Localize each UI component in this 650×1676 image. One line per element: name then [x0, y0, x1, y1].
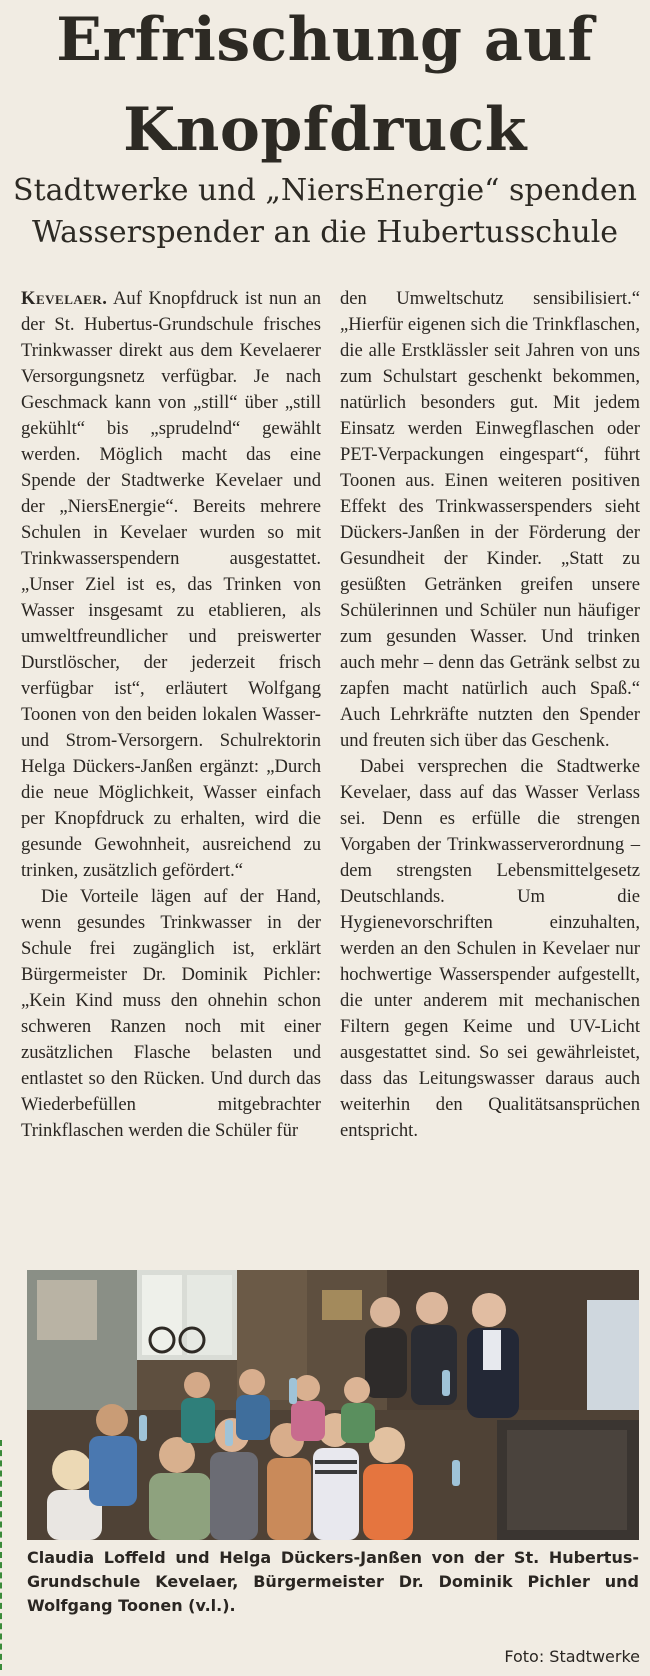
photo-credit: Foto: Stadtwerke [504, 1647, 640, 1666]
paragraph-environment: den Umweltschutz sensibilisiert.“ „Hierfür eigenen sich die Trinkflaschen, die alle Erstklässler seit Jahren von uns zum Schulstart geschenkt bekommen, natürlich besonders gut. Mit jedem Einsatz werden Einwegflaschen oder PET-Verpackungen eingespart“, führt Toonen aus. Einen weiteren positiven Effekt des Trinkwasserspenders sieht Dückers-Janßen in der Förderung der Gesundheit der Kinder. „Statt zu gesüßten Getränken greifen unsere Schülerinnen und Schüler nun häufiger zum gesunden Wasser. Und trinken auch mehr – denn das Getränk selbst zu zapfen macht natürlich auch Spaß.“ Auch Lehrkräfte nutzten den Spender und freuten sich über das Geschenk. [340, 288, 640, 751]
photo-caption: Claudia Loffeld und Helga Dückers-Janßen von der St. Hubertus-Grundschule Kevelaer, Bürgermeister Dr. Dominik Pichler und Wolfgang Toonen (v.l.). [27, 1548, 639, 1615]
paragraph-intro [21, 286, 321, 884]
subheadline-line-2: Wasserspender an die Hubertusschule [31, 215, 619, 250]
headline [0, 0, 650, 170]
subheadline-line-1: Stadtwerke und „NiersEnergie“ spenden [13, 173, 637, 208]
paragraph-intro-text: Auf Knopfdruck ist nun an der St. Hubertus-Grundschule frisches Trinkwasser direkt aus dem Kevelaerer Versorgungsnetz verfügbar. Je nach Geschmack kann von „still“ über „still gekühlt“ bis „sprudelnd“ gewählt werden. Möglich macht das eine Spende der Stadtwerke Kevelaer und der „NiersEnergie“. Bereits mehrere Schulen in Kevelaer wurden so mit Trinkwasserspendern ausgestattet. „Unser Ziel ist es, das Trinken von Wasser insgesamt zu etablieren, als umweltfreundlicher und preiswerter Durstlöscher, der jederzeit frisch verfügbar ist“, erläutert Wolfgang Toonen von den beiden lokalen Wasser- und Strom-Versorgern. Schulrektorin Helga Dückers-Janßen ergänzt: „Durch die neue Möglichkeit, Wasser einfach per Knopfdruck zu erhalten, wird die gesunde Gewohnheit, ausreichend zu trinken, zusätzlich gefördert.“ [21, 288, 321, 881]
group-photo-illustration [27, 1270, 639, 1540]
headline-line-1: Erfrischung auf [56, 5, 594, 75]
headline-line-2: Knopfdruck [123, 95, 527, 165]
paragraph-mayor: Die Vorteile lägen auf der Hand, wenn gesundes Trinkwasser in der Schule frei zugänglich ist, erklärt Bürgermeister Dr. Dominik Pichler: „Kein Kind muss den ohnehin schon schweren Ranzen noch mit einer zusätzlichen Flasche belasten und entlastet so den Rücken. Und durch das Wiederbefüllen mitgebrachter Trinkflaschen werden die Schüler für [21, 886, 321, 1141]
paragraph-quality: Dabei versprechen die Stadtwerke Kevelaer, dass auf das Wasser Verlass sei. Denn es erfülle die strengen Vorgaben der Trinkwasserverordnung – dem strengsten Lebensmittelgesetz Deutschlands. Um die Hygienevorschriften einzuhalten, werden an den Schulen in Kevelaer nur hochwertige Wasserspender aufgestellt, die unter anderem mit mechanischen Filtern gegen Keime und UV-Licht ausgestattet sind. So sei gewährleistet, dass das Leitungswasser daraus auch weiterhin den Qualitätsansprüchen entspricht. [340, 756, 640, 1141]
group-photo [27, 1270, 639, 1540]
dateline: Kevelaer. [21, 288, 108, 309]
subheadline [0, 170, 650, 254]
margin-dashed-line [0, 1440, 6, 1670]
article-column-left [21, 286, 321, 1144]
article-column-right [340, 286, 640, 1144]
